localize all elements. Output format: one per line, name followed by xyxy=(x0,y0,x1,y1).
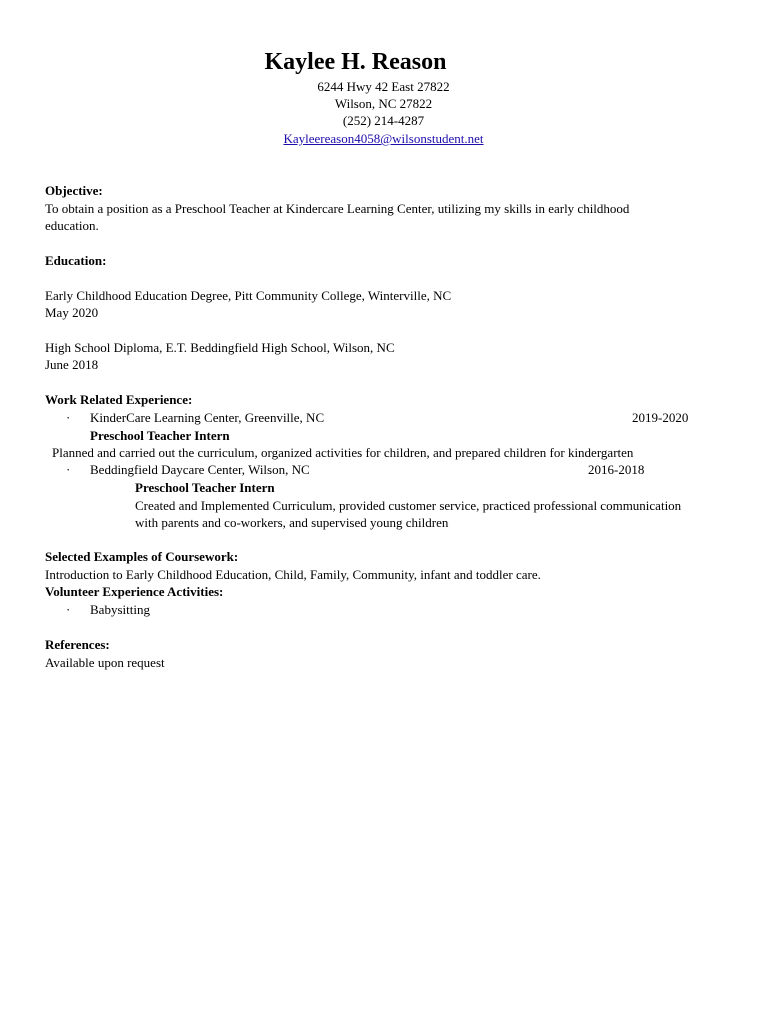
job-role: Preschool Teacher Intern xyxy=(90,428,230,443)
volunteer-item: Babysitting xyxy=(90,602,150,617)
job-description-line-2: with parents and co-workers, and supervised young children xyxy=(135,515,449,530)
education-heading: Education: xyxy=(45,253,107,268)
coursework-text: Introduction to Early Childhood Education, Child, Family, Community, infant and toddler care. xyxy=(45,567,541,582)
objective-text-line-2: education. xyxy=(45,218,99,233)
work-heading: Work Related Experience: xyxy=(45,392,193,407)
bullet-icon: · xyxy=(66,462,71,477)
bullet-icon: · xyxy=(66,602,71,617)
address-line-2: Wilson, NC 27822 xyxy=(334,96,433,111)
address-line-1: 6244 Hwy 42 East 27822 xyxy=(317,79,450,94)
job-years: 2019-2020 xyxy=(632,410,689,425)
job-role: Preschool Teacher Intern xyxy=(135,480,275,495)
coursework-heading: Selected Examples of Coursework: xyxy=(45,549,239,564)
job-employer: Beddingfield Daycare Center, Wilson, NC xyxy=(90,462,310,477)
objective-heading: Objective: xyxy=(45,183,103,198)
education-entry-date: May 2020 xyxy=(45,305,99,320)
job-description-line-1: Created and Implemented Curriculum, provided customer service, practiced professional communication xyxy=(135,498,682,513)
phone-number: (252) 214-4287 xyxy=(342,113,425,128)
references-text: Available upon request xyxy=(45,655,165,670)
job-employer: KinderCare Learning Center, Greenville, NC xyxy=(90,410,325,425)
job-description: Planned and carried out the curriculum, organized activities for children, and prepared children for kindergarten xyxy=(52,445,634,460)
email-link[interactable]: Kayleereason4058@wilsonstudent.net xyxy=(283,131,484,146)
job-years: 2016-2018 xyxy=(588,462,645,477)
resume-name: Kaylee H. Reason xyxy=(264,49,447,75)
volunteer-heading: Volunteer Experience Activities: xyxy=(45,584,224,599)
education-entry-title: Early Childhood Education Degree, Pitt Community College, Winterville, NC xyxy=(45,288,452,303)
objective-text-line-1: To obtain a position as a Preschool Teacher at Kindercare Learning Center, utilizing my skills in early childhood xyxy=(45,201,630,216)
bullet-icon: · xyxy=(66,410,71,425)
education-entry-date: June 2018 xyxy=(45,357,99,372)
education-entry-title: High School Diploma, E.T. Beddingfield High School, Wilson, NC xyxy=(45,340,395,355)
references-heading: References: xyxy=(45,637,110,652)
